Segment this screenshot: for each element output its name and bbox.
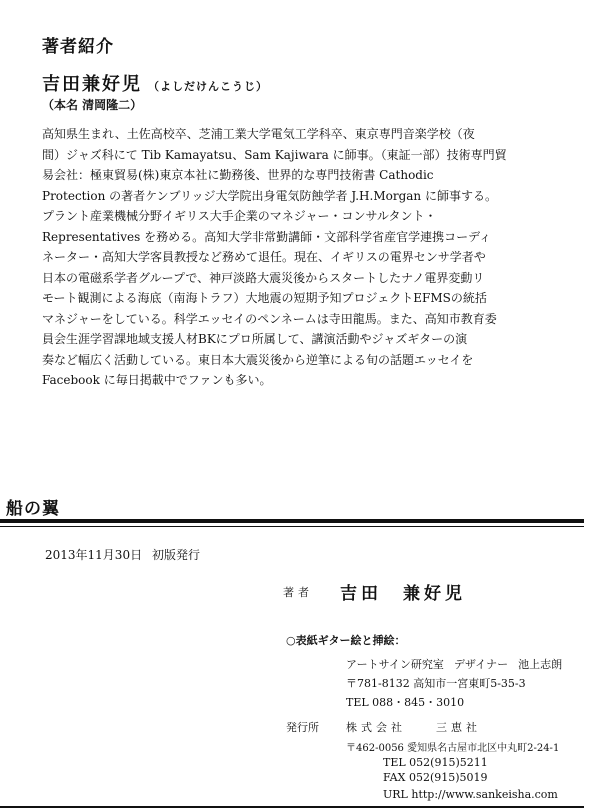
author-pen-name: 吉田兼好児 xyxy=(42,74,142,95)
colophon-rule-thick xyxy=(0,519,584,523)
edition-label: 初版発行 xyxy=(152,548,201,562)
publisher-fax: FAX 052(915)5019 xyxy=(383,771,488,784)
colophon-rule-bottom xyxy=(0,806,584,808)
designer-company: アートサイン研究室 xyxy=(346,658,444,671)
author-name-reading: （よしだけんこうじ） xyxy=(148,80,268,93)
bio-line: Protection の著者ケンブリッジ大学院出身電気防蝕学者 J.H.Morgan に師事する。 xyxy=(42,188,497,203)
author-name-block xyxy=(42,70,268,96)
bio-line: マネジャーをしている。科学エッセイのペンネームは寺田龍馬。また、高知市教育委 xyxy=(42,311,497,326)
book-title: 船の翼 xyxy=(6,499,60,519)
designer-credit xyxy=(346,656,572,672)
designer-role: デザイナー xyxy=(453,658,509,671)
bio-line: プラント産業機械分野イギリス大手企業のマネジャー・コンサルタント・ xyxy=(42,209,437,223)
bio-line: ネーター・高知大学客員教授など務めて退任。現在、イギリスの電界センサ学者や xyxy=(42,250,486,264)
bio-line: 間）ジャズ科にて Tib Kamayatsu、Sam Kajiwara に師事。（東証一部）技術専門貿 xyxy=(42,147,507,162)
colophon-author-name: 吉田 兼好児 xyxy=(340,584,466,604)
bio-line: 員会生涯学習課地域支援人材BKにプロ所属して、講演活動やジャズギターの演 xyxy=(42,332,468,346)
publisher-address: 〒462-0056 愛知県名古屋市北区中丸町2-24-1 xyxy=(346,743,560,754)
bio-line: Representatives を務める。高知大学非常勤講師・文部科学省産官学連携コーディ xyxy=(42,229,492,244)
bio-line: 日本の電磁系学者グループで、神戸淡路大震災後からスタートしたナノ電界変動リ xyxy=(42,270,485,285)
bio-line: 高知県生まれ、土佐高校卒、芝浦工業大学電気工学科卒、東京専門音楽学校（夜 xyxy=(42,127,475,141)
publisher-name: 三恵社 xyxy=(436,721,481,734)
bio-line: モート観測による海底（南海トラフ）大地震の短期予知プロジェクトEFMSの統括 xyxy=(42,291,487,305)
publication-date: 2013年11月30日 xyxy=(45,548,143,562)
publisher-url: URL http://www.sankeisha.com xyxy=(383,788,558,801)
colophon-rule-thin xyxy=(0,526,584,527)
publisher-tel: TEL 052(915)5211 xyxy=(383,756,488,769)
designer-name: 池上志朗 xyxy=(518,658,563,671)
bio-line: 奏など幅広く活動している。東日本大震災後から逆筆による旬の話題エッセイを xyxy=(42,352,474,367)
author-label: 著者 xyxy=(283,586,313,599)
author-intro-heading: 著者紹介 xyxy=(42,37,114,57)
author-biography xyxy=(42,124,590,391)
publisher-label: 発行所 xyxy=(286,721,319,734)
illustration-credit-label: ○表紙ギター絵と挿絵： xyxy=(286,634,406,647)
bio-line: 易会社：極東貿易(株)東京本社に勤務後、世界的な専門技術書 Cathodic xyxy=(42,168,434,182)
author-real-name: （本名 清岡隆二） xyxy=(42,98,143,112)
designer-tel: TEL 088・845・3010 xyxy=(346,696,465,709)
designer-address: 〒781-8132 高知市一宮東町5-35-3 xyxy=(346,677,526,690)
bio-line: Facebook に毎日掲載中でファンも多い。 xyxy=(42,373,272,387)
publisher-type: 株式会社 xyxy=(346,721,406,734)
publisher-name-line xyxy=(346,719,481,735)
